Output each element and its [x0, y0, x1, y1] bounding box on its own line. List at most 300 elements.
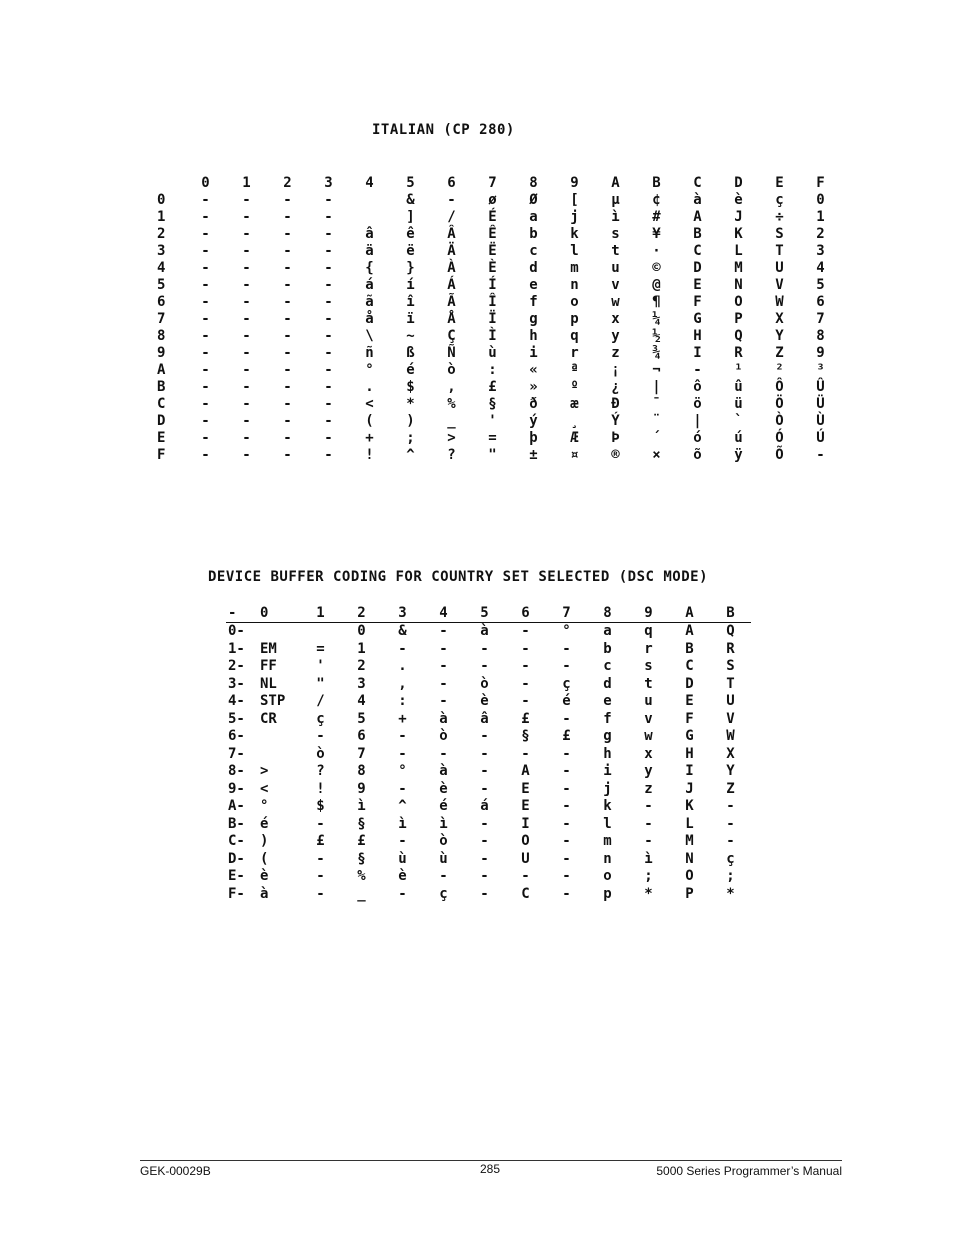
table-row — [149, 378, 841, 395]
row-header: 0 — [157, 191, 166, 208]
table-cell: l — [603, 815, 612, 832]
table-cell: ¿ — [611, 378, 620, 395]
table-cell: A — [685, 623, 694, 640]
table-cell: T — [726, 675, 735, 692]
table-row — [149, 395, 841, 412]
table-cell: È — [488, 259, 497, 276]
table-cell: á — [365, 276, 374, 293]
table-cell: à — [439, 710, 448, 727]
table-cell: - — [283, 310, 292, 327]
table-cell: z — [644, 780, 653, 797]
table-cell: ) — [406, 412, 415, 429]
table-cell: O — [521, 833, 530, 850]
table-cell: " — [316, 675, 325, 692]
table-cell: V — [775, 276, 784, 293]
table-cell: = — [316, 640, 325, 657]
table-cell: F — [693, 293, 702, 310]
table-cell: d — [529, 259, 538, 276]
table-cell: g — [529, 310, 538, 327]
table-cell: q — [644, 623, 653, 640]
table-cell: - — [324, 327, 333, 344]
table-cell: - — [324, 310, 333, 327]
table-cell: ; — [644, 868, 653, 885]
footer-page-number: 285 — [479, 1162, 501, 1176]
table-cell: Ó — [775, 429, 784, 446]
table-row — [226, 815, 751, 833]
table-cell: ² — [775, 361, 784, 378]
table-cell: è — [439, 780, 448, 797]
row-header: B- — [228, 815, 245, 832]
table-cell: - — [398, 885, 407, 902]
table-cell: ç — [316, 710, 325, 727]
table-cell: r — [644, 640, 653, 657]
table-cell: - — [398, 640, 407, 657]
column-header: 7 — [546, 604, 587, 622]
table-cell: e — [603, 693, 612, 710]
table-cell: ï — [406, 310, 415, 327]
table-row — [226, 868, 751, 886]
table-cell: - — [201, 446, 210, 463]
table-cell: - — [324, 225, 333, 242]
table-cell: ü — [734, 395, 743, 412]
column-header: A — [669, 604, 710, 622]
table-cell: è — [398, 868, 407, 885]
table-cell: - — [439, 658, 448, 675]
table-cell: S — [775, 225, 784, 242]
table-cell: - — [562, 868, 571, 885]
table-cell: - — [480, 868, 489, 885]
table-cell: ¡ — [611, 361, 620, 378]
table-cell: U — [775, 259, 784, 276]
table-cell: ¶ — [652, 293, 661, 310]
table-cell: - — [439, 693, 448, 710]
table-cell: X — [775, 310, 784, 327]
table-cell: y — [611, 327, 620, 344]
table-cell: Y — [775, 327, 784, 344]
table-cell: - — [201, 395, 210, 412]
table-cell: N — [734, 276, 743, 293]
table-cell: Ñ — [447, 344, 456, 361]
table-cell: EM — [260, 640, 277, 657]
table-cell: - — [283, 225, 292, 242]
table-cell: - — [242, 293, 251, 310]
table-cell: ( — [260, 850, 269, 867]
table-cell: / — [447, 208, 456, 225]
table-cell: ´ — [652, 429, 661, 446]
table-cell: 9 — [816, 344, 825, 361]
table-cell: - — [562, 745, 571, 762]
table-cell: - — [201, 242, 210, 259]
table-cell: f — [529, 293, 538, 310]
column-header: D — [734, 174, 743, 191]
table-cell: CR — [260, 710, 277, 727]
table-cell: _ — [357, 885, 366, 902]
table-cell: R — [734, 344, 743, 361]
table-cell: - — [398, 745, 407, 762]
row-header: B — [157, 378, 166, 395]
table-cell: * — [644, 885, 653, 902]
table-row — [226, 728, 751, 746]
table-cell: - — [283, 344, 292, 361]
table-cell: - — [521, 693, 530, 710]
table-cell: ° — [365, 361, 374, 378]
column-header-row — [226, 604, 751, 622]
table-cell: g — [603, 728, 612, 745]
table-cell: c — [529, 242, 538, 259]
table-cell: Y — [726, 763, 735, 780]
table-cell: © — [652, 259, 661, 276]
table-cell: - — [521, 675, 530, 692]
table-cell: M — [685, 833, 694, 850]
table-cell: r — [570, 344, 579, 361]
table-cell — [300, 622, 341, 640]
row-header: 2- — [228, 658, 245, 675]
table-cell: - — [644, 815, 653, 832]
table-cell: ~ — [406, 327, 415, 344]
table-cell: 8 — [357, 763, 366, 780]
table-cell: Ë — [488, 242, 497, 259]
table-cell: y — [644, 763, 653, 780]
table-cell: Q — [726, 623, 735, 640]
table-cell: n — [603, 850, 612, 867]
table-cell: i — [603, 763, 612, 780]
table-row — [226, 780, 751, 798]
table-row — [226, 745, 751, 763]
table-cell: z — [611, 344, 620, 361]
table-cell: F — [685, 710, 694, 727]
table-cell: - — [480, 833, 489, 850]
table-cell: O — [685, 868, 694, 885]
column-header: 5 — [406, 174, 415, 191]
table-row — [226, 622, 751, 640]
table-cell: C — [521, 885, 530, 902]
table-cell: - — [242, 191, 251, 208]
row-header: 9 — [157, 344, 166, 361]
table-cell: - — [562, 658, 571, 675]
table-cell: ç — [562, 675, 571, 692]
row-header: 3 — [157, 242, 166, 259]
column-header: - — [226, 604, 258, 622]
table-row — [226, 798, 751, 816]
table-cell: - — [324, 208, 333, 225]
table-cell: ½ — [652, 327, 661, 344]
table-row — [149, 276, 841, 293]
table-cell: â — [365, 225, 374, 242]
table-cell: î — [406, 293, 415, 310]
table-cell: ¹ — [734, 361, 743, 378]
table-cell: _ — [447, 412, 456, 429]
table-cell: - — [562, 833, 571, 850]
table-cell: û — [734, 378, 743, 395]
table-cell: p — [603, 885, 612, 902]
table-cell: - — [283, 191, 292, 208]
table-cell: - — [242, 446, 251, 463]
table-cell: & — [398, 623, 407, 640]
table-cell: , — [447, 378, 456, 395]
table-cell: | — [652, 378, 661, 395]
table-cell: 7 — [816, 310, 825, 327]
table-cell: - — [439, 623, 448, 640]
table-cell: c — [603, 658, 612, 675]
table-cell: ° — [260, 798, 269, 815]
row-header: 5 — [157, 276, 166, 293]
table-cell: T — [775, 242, 784, 259]
table-cell: H — [693, 327, 702, 344]
table-row — [149, 225, 841, 242]
table-cell: b — [529, 225, 538, 242]
table-cell: v — [611, 276, 620, 293]
column-header: 3 — [382, 604, 423, 622]
row-header: 1- — [228, 640, 245, 657]
table-cell: - — [242, 344, 251, 361]
table-cell: - — [242, 259, 251, 276]
footer-manual-title: 5000 Series Programmer’s Manual — [656, 1164, 842, 1178]
table-cell: - — [283, 378, 292, 395]
column-header: 8 — [529, 174, 538, 191]
table-cell: ì — [644, 850, 653, 867]
table-cell: n — [570, 276, 579, 293]
table-cell: s — [644, 658, 653, 675]
row-header: A- — [228, 798, 245, 815]
table-cell: x — [644, 745, 653, 762]
italian-code-page-table — [149, 174, 841, 463]
table-cell: - — [562, 885, 571, 902]
table-cell: - — [447, 191, 456, 208]
table-cell: w — [611, 293, 620, 310]
table-cell: ö — [693, 395, 702, 412]
table-cell: - — [562, 780, 571, 797]
table-cell: - — [316, 815, 325, 832]
table-cell: õ — [693, 446, 702, 463]
table-cell: - — [242, 208, 251, 225]
table-cell: - — [562, 815, 571, 832]
table-cell: - — [201, 293, 210, 310]
table-cell: - — [480, 885, 489, 902]
table-cell: ¯ — [652, 395, 661, 412]
table-cell: £ — [316, 833, 325, 850]
table-cell: E — [693, 276, 702, 293]
table-cell: ¢ — [652, 191, 661, 208]
table-cell: A — [693, 208, 702, 225]
table-cell: 8 — [816, 327, 825, 344]
table-cell: [ — [570, 191, 579, 208]
table-cell: - — [521, 640, 530, 657]
table-cell: ? — [447, 446, 456, 463]
table-cell: ò — [316, 745, 325, 762]
row-header: 4- — [228, 693, 245, 710]
table-row — [226, 675, 751, 693]
table-cell: - — [201, 225, 210, 242]
table-cell: ð — [529, 395, 538, 412]
table-cell: + — [398, 710, 407, 727]
table-cell: ! — [365, 446, 374, 463]
table-row — [149, 327, 841, 344]
table-cell: M — [734, 259, 743, 276]
table-row — [149, 208, 841, 225]
table-cell: t — [644, 675, 653, 692]
column-header: 0 — [258, 604, 300, 622]
table-cell: ) — [260, 833, 269, 850]
table-cell: ê — [406, 225, 415, 242]
table-cell: o — [570, 293, 579, 310]
table-cell: W — [726, 728, 735, 745]
table-cell: = — [488, 429, 497, 446]
table-cell: þ — [529, 429, 538, 446]
table-cell: h — [529, 327, 538, 344]
table-cell: E — [521, 780, 530, 797]
table-cell — [258, 745, 300, 763]
table-cell: - — [480, 658, 489, 675]
table-cell: ( — [365, 412, 374, 429]
table-cell: × — [652, 446, 661, 463]
table-row — [226, 710, 751, 728]
table-cell: Z — [726, 780, 735, 797]
table-cell: ¸ — [570, 412, 579, 429]
table-cell: L — [685, 815, 694, 832]
table-cell: + — [365, 429, 374, 446]
table-cell: R — [726, 640, 735, 657]
row-header: 7 — [157, 310, 166, 327]
table-cell: - — [201, 310, 210, 327]
table-cell: Z — [775, 344, 784, 361]
table-row — [149, 412, 841, 429]
table-cell: 9 — [357, 780, 366, 797]
table-cell: Ì — [488, 327, 497, 344]
footer-divider — [140, 1160, 842, 1161]
table-row — [226, 850, 751, 868]
table-cell: m — [570, 259, 579, 276]
table-cell: Ý — [611, 412, 620, 429]
table-cell: Ø — [529, 191, 538, 208]
table-cell: è — [260, 868, 269, 885]
table-cell: í — [406, 276, 415, 293]
table-cell: W — [775, 293, 784, 310]
dsc-mode-coding-table — [226, 604, 751, 903]
table-cell: § — [357, 815, 366, 832]
column-header: F — [816, 174, 825, 191]
table-cell: - — [316, 850, 325, 867]
table-cell: - — [521, 658, 530, 675]
table-cell: - — [283, 429, 292, 446]
table-cell: - — [480, 728, 489, 745]
table-cell: - — [201, 208, 210, 225]
table-cell: £ — [521, 710, 530, 727]
table-cell: £ — [488, 378, 497, 395]
table-cell: ù — [488, 344, 497, 361]
table-cell: á — [480, 798, 489, 815]
table-cell: ! — [316, 780, 325, 797]
table-cell: 4 — [816, 259, 825, 276]
table-cell — [349, 191, 390, 208]
table-cell: - — [242, 327, 251, 344]
table-cell: ^ — [406, 446, 415, 463]
row-header: 1 — [157, 208, 166, 225]
table-cell: J — [685, 780, 694, 797]
table-cell: ì — [357, 798, 366, 815]
row-header: 6 — [157, 293, 166, 310]
table-cell: ò — [447, 361, 456, 378]
table-cell: - — [201, 344, 210, 361]
table-cell: & — [406, 191, 415, 208]
table-cell: » — [529, 378, 538, 395]
table-cell: u — [644, 693, 653, 710]
table-cell: FF — [260, 658, 277, 675]
table-cell: X — [726, 745, 735, 762]
column-header: 3 — [324, 174, 333, 191]
table-cell: ß — [406, 344, 415, 361]
table-cell: N — [685, 850, 694, 867]
row-header: F- — [228, 885, 245, 902]
table-cell: - — [201, 191, 210, 208]
table-cell: ¬ — [652, 361, 661, 378]
table-cell: 5 — [816, 276, 825, 293]
table-cell: - — [324, 242, 333, 259]
table-cell: / — [316, 693, 325, 710]
table-cell: $ — [406, 378, 415, 395]
table-cell: 3 — [816, 242, 825, 259]
table-cell: - — [480, 815, 489, 832]
table-cell — [258, 622, 300, 640]
table-cell: ÷ — [775, 208, 784, 225]
table-cell: , — [398, 675, 407, 692]
table-cell: - — [242, 395, 251, 412]
table-cell: ó — [693, 429, 702, 446]
column-header: 1 — [300, 604, 341, 622]
italian-cp280-title: ITALIAN (CP 280) — [372, 122, 515, 138]
table-row — [149, 446, 841, 463]
table-cell: - — [242, 310, 251, 327]
table-cell: ñ — [365, 344, 374, 361]
table-cell: é — [406, 361, 415, 378]
table-row — [149, 259, 841, 276]
table-cell: ô — [693, 378, 702, 395]
table-cell: < — [365, 395, 374, 412]
table-cell: - — [283, 327, 292, 344]
table-cell: l — [570, 242, 579, 259]
table-cell: ø — [488, 191, 497, 208]
table-cell: - — [726, 833, 735, 850]
table-cell: - — [562, 640, 571, 657]
table-cell: t — [611, 242, 620, 259]
table-cell: U — [521, 850, 530, 867]
column-header: 2 — [283, 174, 292, 191]
table-cell: à — [439, 763, 448, 780]
table-cell: B — [685, 640, 694, 657]
table-cell: â — [480, 710, 489, 727]
table-row — [149, 242, 841, 259]
table-cell: Ú — [816, 429, 825, 446]
table-cell: ª — [570, 361, 579, 378]
table-cell: É — [488, 208, 497, 225]
row-header: F — [157, 446, 166, 463]
table-cell: - — [324, 429, 333, 446]
table-cell: à — [480, 623, 489, 640]
table-cell: E — [685, 693, 694, 710]
table-cell: U — [726, 693, 735, 710]
table-cell: ® — [611, 446, 620, 463]
table-cell: µ — [611, 191, 620, 208]
table-cell: à — [693, 191, 702, 208]
row-header: C — [157, 395, 166, 412]
table-cell: § — [357, 850, 366, 867]
table-cell: ý — [529, 412, 538, 429]
table-cell: Æ — [570, 429, 579, 446]
table-row — [149, 429, 841, 446]
table-cell: - — [521, 745, 530, 762]
table-row — [226, 658, 751, 676]
table-cell: º — [570, 378, 579, 395]
table-cell: - — [242, 429, 251, 446]
